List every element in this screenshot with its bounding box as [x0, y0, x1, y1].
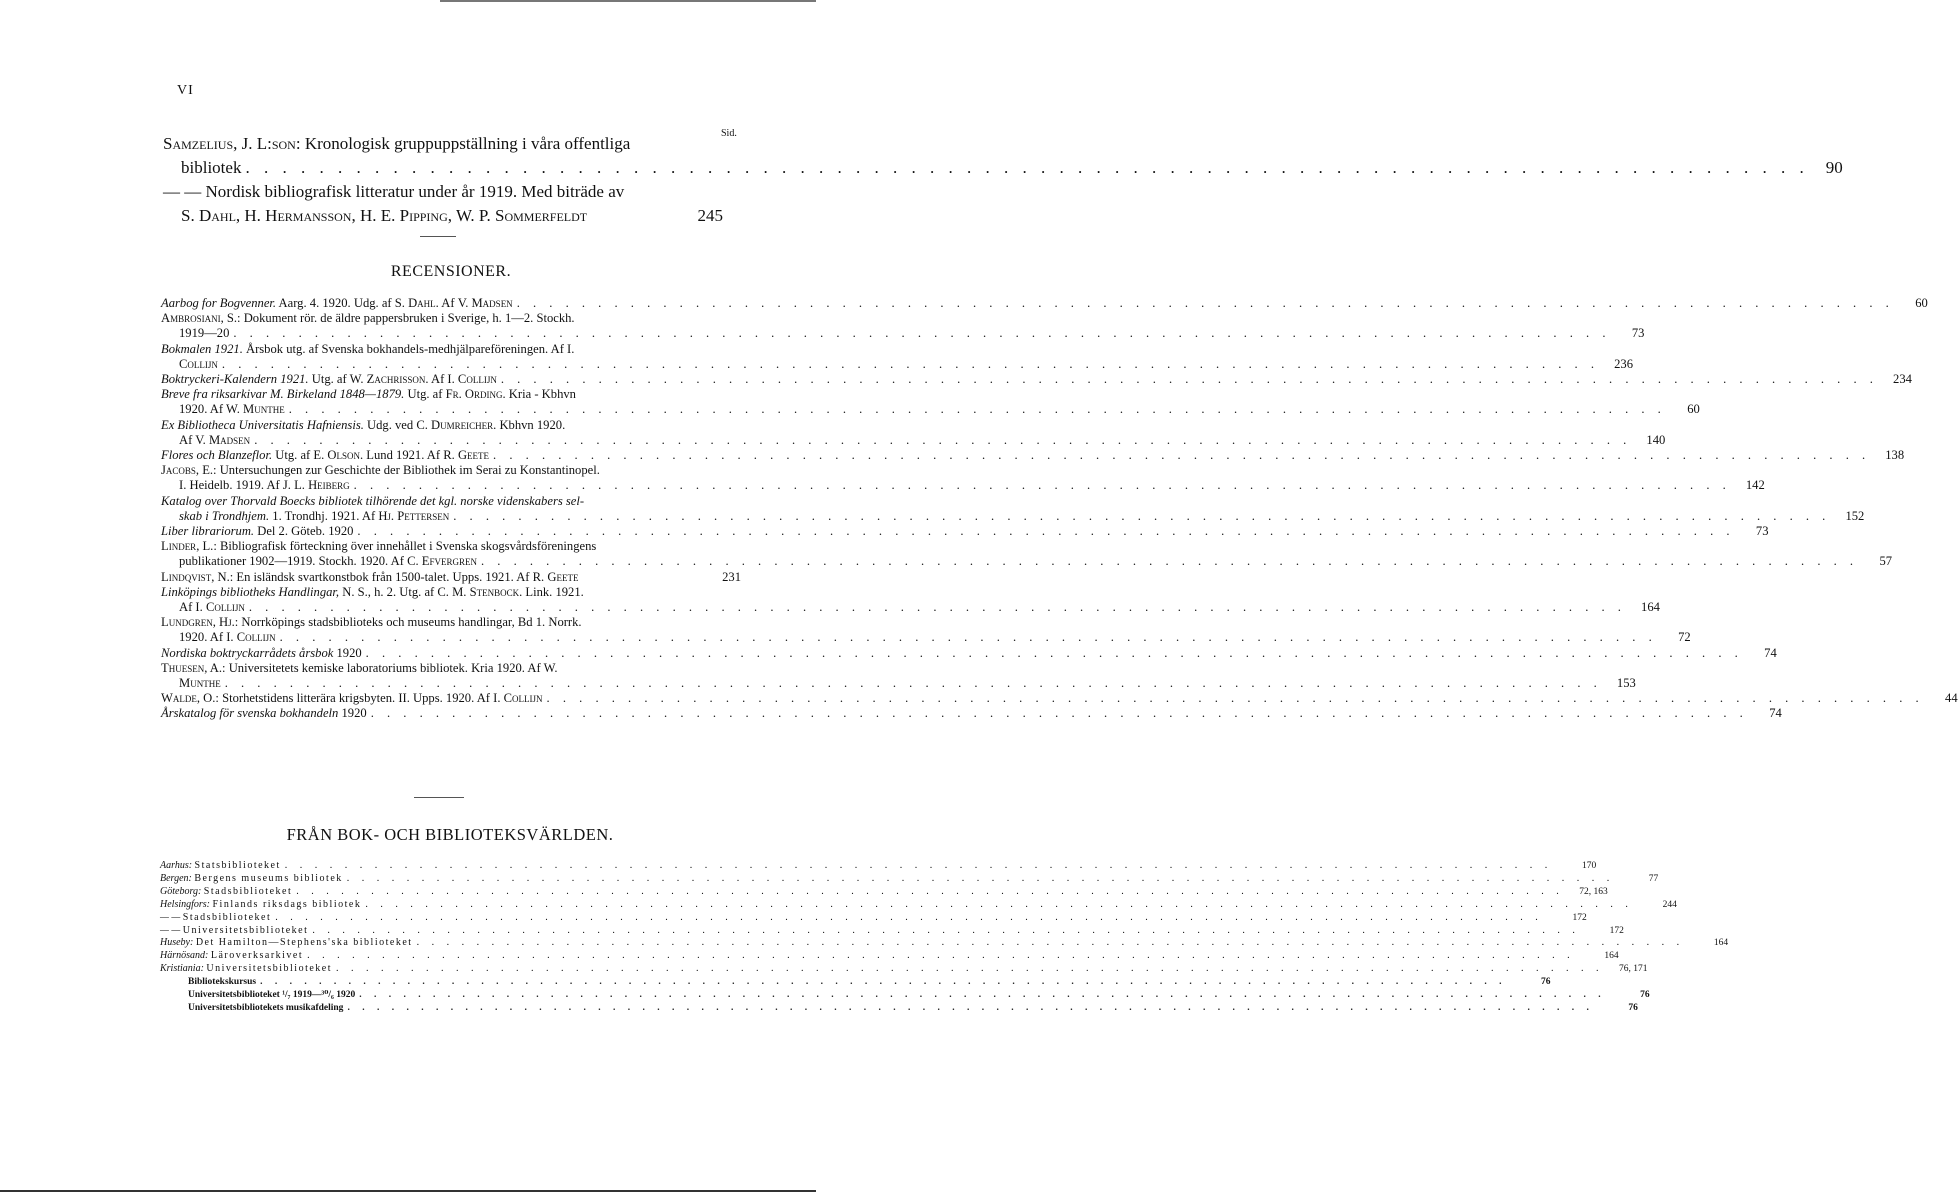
entry-text: [161, 691, 543, 706]
author-name: Munthe: [243, 402, 285, 417]
text: 1919—20: [179, 326, 230, 341]
entry-text: [161, 296, 513, 311]
dot-leader: . . . . . . . . . . . . . . . . . . . . . . . . . . . . . . . . . . . . . . . . . . . . . . . . . . . . . . . . . . . . . . . . . . . . . . . . . . . . . . . . . . . . .: [453, 508, 1831, 523]
text: — — Nordisk bibliografisk litteratur under år 1919. Med biträde av: [163, 182, 625, 201]
top-border-line: [440, 0, 816, 2]
dot-leader: . . . . . . . . . . . . . . . . . . . . . . . . . . . . . . . . . . . . . . . . . . . . . . . . . . . . . . . . . . . . . . . . . . . . . . . . . . . . . . . . . . . . .: [359, 990, 1606, 1001]
author-name: Stenbock.: [469, 584, 523, 599]
library-name: Stadsbiblioteket: [182, 911, 272, 923]
fran-item: [160, 950, 1619, 963]
entry-line: [161, 630, 1691, 645]
text: Af I.: [428, 372, 458, 387]
author-name: Collijn: [205, 600, 245, 615]
entry-line: [161, 448, 1905, 463]
author-name: S. Dahl.: [394, 296, 439, 310]
entry-line: [161, 478, 1765, 493]
entry-line: [163, 132, 723, 156]
entry-line: [161, 645, 1777, 661]
fran-text: [160, 950, 303, 963]
dot-leader: . . . . . . . . . . . . . . . . . . . . . . . . . . . . . . . . . . . . . . . . . . . . . . . . . . . . . . . . . . . . . . . . . . . . . . . . . . . . . . . . . . . . .: [248, 600, 1626, 615]
page-ref: 245: [697, 206, 723, 225]
text: publikationer 1902—1919. Stockh. 1920. Af C.: [179, 554, 422, 569]
title-text: Boktryckeri-Kalendern 1921.: [161, 372, 309, 387]
entry: [161, 463, 1765, 493]
author-name: Collijn: [503, 691, 543, 706]
entry-text: [163, 180, 624, 204]
text: 1920: [333, 645, 362, 660]
author-name: V. Madsen: [457, 296, 513, 310]
text: Utg. af E.: [272, 448, 328, 463]
entry: [161, 387, 1700, 417]
page-ref: 172: [1572, 912, 1587, 923]
dot-leader: . . . . . . . . . . . . . . . . . . . . . . . . . . . . . . . . . . . . . . . . . . . . . . . . . . . . . . . . . . . . . . . . . . . . . . . . . . . . . . . . . . . . .: [296, 885, 1564, 897]
dot-leader: . . . . . . . . . . . . . . . . . . . . . . . . . . . . . . . . . . . . . . . . . . . . . . . . . . . . . . . . . . . . . . . . . . . . . . . . . . . . . . . . . . . . .: [284, 860, 1553, 871]
dot-leader: . . . . . . . . . . . . . . . . . . . . . . . . . . . . . . . . . . . . . . . . . . . . . . . . . . . . . . . . . . . . . . . . . . . . . . . . . . . . . . . . . . . . .: [275, 911, 1543, 923]
entry-line: [161, 372, 1912, 387]
page-ref: 140: [1646, 432, 1666, 447]
separator-rule-2: [414, 797, 464, 798]
dot-leader: . . . . . . . . . . . . . . . . . . . . . . . . . . . . . . . . . . . . . . . . . . . . . . . . . . . . . . . . . . . . . . . . . . . . . . . . . . . . . . . . . . . . .: [416, 937, 1685, 949]
entry-text: [161, 646, 362, 661]
library-name: Universitetsbiblioteket: [182, 924, 309, 936]
author-name: Hj. Pettersen: [378, 508, 450, 523]
title-text: Ex Bibliotheca Universitatis Hafniensis.: [161, 417, 364, 432]
text: N. S., h. 2. Utg. af C. M.: [339, 584, 470, 599]
entry-line: [161, 539, 741, 554]
fran-text: [160, 925, 308, 938]
fran-text: [160, 899, 361, 912]
entry-text: [161, 372, 497, 387]
text: Aarg. 4. 1920. Udg. af: [276, 296, 395, 310]
entry-text: [181, 204, 587, 228]
dot-leader: . . . . . . . . . . . . . . . . . . . . . . . . . . . . . . . . . . . . . . . . . . . . . . . . . . . . . . . . . . . . . . . . . . . . . . . . . . . . . . . . . . . . .: [365, 645, 1743, 660]
page-ref: 236: [1614, 356, 1633, 371]
entry-text: [179, 433, 250, 448]
entry-line: [161, 432, 1666, 448]
text: Storhetstidens litterära krigsbyten. II. Upps. 1920. Af I.: [218, 691, 504, 706]
page-ref: 164: [1641, 600, 1660, 615]
author-name: Geete: [457, 448, 490, 463]
page-number: VI: [177, 83, 194, 98]
entry-line: [161, 585, 741, 600]
entry-line: [161, 342, 741, 357]
text: Dokument rör. de äldre pappersbruken i Sverige, h. 1—2. Stockh.: [240, 311, 575, 326]
author-name: Olson.: [327, 448, 364, 463]
column-label: Sid.: [721, 128, 737, 139]
author-name: Jacobs, E.:: [161, 463, 217, 478]
entry: [161, 296, 1928, 311]
text: Universitetets kemiske laboratoriums bibliotek. Kria 1920. Af W.: [225, 660, 558, 675]
fran-item: [160, 924, 1624, 938]
entry: [161, 311, 1645, 341]
dot-leader: . . . . . . . . . . . . . . . . . . . . . . . . . . . . . . . . . . . . . . . . . . . . . . . . . . . . . . . . . . . . . . . . . . . . . . . . . . . . . . . . . . . . .: [546, 691, 1924, 706]
entry-line: [161, 691, 1958, 706]
text: Af I.: [179, 600, 206, 615]
text: Udg. ved C.: [363, 417, 432, 432]
page-ref: 231: [722, 569, 741, 584]
library-name: Bergens museums bibliotek: [194, 872, 343, 884]
page-ref: 57: [1879, 554, 1893, 569]
page-ref: 76: [1541, 977, 1551, 988]
text: bibliotek: [181, 158, 242, 177]
entry: [161, 341, 1633, 372]
library-name: Det Hamilton—Stephens'ska biblioteket: [195, 937, 413, 949]
fran-text: [160, 860, 281, 873]
title-text: Aarbog for Bogvenner.: [161, 296, 277, 310]
page-ref: 153: [1616, 676, 1636, 691]
page-ref: 152: [1845, 508, 1865, 523]
text: Af: [438, 296, 458, 310]
text: Link. 1921.: [522, 584, 584, 599]
author-name: Samzelius, J. L:son:: [163, 134, 301, 153]
library-name: Universitetsbiblioteket ¹/₇ 1919—³⁰/₆ 1920: [188, 990, 356, 1001]
entry-line: [161, 524, 1769, 539]
dot-leader: . . . . . . . . . . . . . . . . . . . . . . . . . . . . . . . . . . . . . . . . . . . . . . . . . . . . . . . . . . . . . . . . . . . . . . . . . . . . . . . . . . . . .: [347, 1002, 1594, 1013]
page-ref: 72, 163: [1579, 886, 1608, 897]
dot-leader: . . . . . . . . . . . . . . . . . . . . . . . . . . . . . . . . . . . . . . . . . . . . . . . . . . . . . . . . . . . . . . . . . . . . . . . . . . . . . . . . . . . . .: [254, 432, 1632, 447]
text: Untersuchungen zur Geschichte der Bibliothek im Serai zu Konstantinopel.: [216, 463, 600, 478]
entry-text: [179, 676, 221, 691]
entry-line: [163, 180, 723, 204]
page-ref: 142: [1745, 478, 1765, 493]
place-name: Helsingfors:: [160, 898, 210, 910]
dot-leader: . . . . . . . . . . . . . . . . . . . . . . . . . . . . . . . . . . . . . . . . . . . . . . . . . . . . . . . . . . . . . . . . . . . . . . . . . . . . . . . . . . . . .: [480, 554, 1859, 569]
entry-text: [161, 524, 353, 539]
entry-line: [161, 402, 1700, 417]
text: Af V.: [179, 432, 209, 447]
entry-text: [179, 357, 218, 372]
page-ref: 172: [1609, 925, 1624, 936]
dot-leader: . . . . . . . . . . . . . . . . . . . . . . . . . . . . . . . . . . . . . . . . . . . . . . . . . . . . . . . . . . . . . . . . . . . . . . . . . . . . . . . . . . . . .: [312, 924, 1580, 936]
entry: [161, 493, 1865, 524]
entry-line: [161, 463, 741, 478]
entry-text: [161, 494, 584, 509]
fran-text: [188, 976, 256, 989]
fran-text: [160, 912, 271, 925]
entry-text: [161, 418, 565, 433]
entry: [161, 706, 1782, 721]
entry-text: [161, 570, 578, 585]
author-name: Thuesen, A.:: [161, 660, 226, 675]
library-name: Universitetsbiblioteket: [206, 963, 332, 975]
dot-leader: . . . . . . . . . . . . . . . . . . . . . . . . . . . . . . . . . . . . . . . . . . . . . . . . . . . . . . . . . . . . . . . . . . . . . . . . . . . . . . . . . . . . .: [279, 630, 1657, 645]
entry: [161, 448, 1905, 463]
author-name: Collijn: [457, 372, 497, 387]
page-ref: 244: [1662, 899, 1677, 910]
place-name: Huseby:: [160, 937, 194, 949]
library-name: Bibliotekskursus: [188, 977, 257, 988]
library-name: Stadsbiblioteket: [203, 885, 293, 897]
place-name: Bergen:: [160, 872, 192, 884]
entry: [161, 645, 1777, 661]
entry-text: [163, 132, 630, 156]
entry: [161, 539, 1893, 569]
author-name: Linder, L.:: [161, 539, 217, 554]
entry-text: [179, 554, 477, 569]
fran-item: [160, 911, 1587, 925]
dot-leader: . . . . . . . . . . . . . . . . . . . . . . . . . . . . . . . . . . . . . . . . . . . . . . . . . . . . . . . . . . . . . . . . . . . . . . . . . . . . . . . . . . . . .: [353, 478, 1731, 493]
entry-text: [161, 448, 489, 463]
page-ref: 164: [1604, 951, 1619, 962]
entry-line: [161, 418, 741, 433]
author-name: Collijn: [236, 630, 276, 645]
title-text: Breve fra riksarkivar M. Birkeland 1848—1879.: [161, 387, 405, 402]
entry-text: [179, 630, 276, 645]
entry-line: [161, 600, 1660, 615]
entry: [161, 615, 1691, 645]
author-name: Heiberg: [308, 478, 350, 493]
dot-leader: . . . . . . . . . . . . . . . . . . . . . . . . . . . . . . . . . . . . . . . . . . . . . . . . . . . . . . . . . . . . . . . . . . . . . . . . . . . . . . . . . . . . .: [500, 372, 1878, 387]
title-text: Bokmalen 1921.: [161, 341, 243, 356]
place-name: — —: [160, 911, 181, 923]
entry-line: [161, 676, 1636, 691]
page-ref: 73: [1755, 524, 1769, 539]
page-ref: 76: [1640, 990, 1650, 1001]
entry-text: [179, 600, 245, 615]
entry-line: [161, 311, 741, 326]
dot-leader: . . . . . . . . . . . . . . . . . . . . . . . . . . . . . . . . . . . . . . . . . . . . . . . . . . . . . . . . . . . . . . . . . . . . . . . . . . . . . . . . . . . . .: [260, 977, 1507, 988]
title-text: Flores och Blanzeflor.: [161, 448, 273, 463]
text: Kbhvn 1920.: [496, 417, 566, 432]
entry: [161, 570, 741, 585]
text: I. Heidelb. 1919. Af J. L.: [179, 478, 309, 493]
text: Bibliografisk förteckning över innehållet i Svenska skogsvårdsföreningens: [216, 539, 597, 554]
author-name: Collijn: [179, 356, 218, 371]
dot-leader: . . . . . . . . . . . . . . . . . . . . . . . . . . . . . . . . . . . . . . . . . . . . . . . . . . . . . . . . . . . . . . . . . . . . . . . . . . . . . . . . . . . . .: [221, 356, 1599, 371]
text: Lund 1921. Af R.: [363, 448, 458, 463]
fran-item: [160, 898, 1677, 912]
dot-leader: . . . . . . . . . . . . . . . . . . . . . . . . . . . . . . . . . . . . . . . . . . . . . . . . . . . . . . . . . . . . . . . . . . . . . . . . . . . . . . . . . . . . .: [307, 950, 1575, 962]
dot-leader: . . . . . . . . . . . . . . . . . . . . . . . . . . . . . . . . . . . . . . . . . . . . . . . . . . . . . . . . . . . . . . . . . . . . . . . . . . . . . . . . . . . . .: [370, 706, 1748, 721]
fran-item: [160, 885, 1608, 899]
entry-text: [179, 509, 449, 524]
entry-line: [161, 615, 741, 630]
fran-item: [160, 937, 1729, 950]
page-ref: 44: [1945, 691, 1958, 706]
library-name: Läroverksarkivet: [210, 950, 304, 962]
entry-line: [161, 387, 741, 402]
page-ref: 77: [1648, 873, 1659, 884]
page-ref: 60: [1915, 296, 1928, 310]
page-ref: 90: [1825, 158, 1843, 177]
text: 1920: [338, 706, 367, 721]
author-name: Efvergren: [421, 554, 477, 569]
entry-text: [179, 478, 350, 493]
entry: [161, 691, 1958, 706]
author-name: Madsen: [208, 432, 251, 447]
dot-leader: . . . . . . . . . . . . . . . . . . . . . . . . . . . . . . . . . . . . . . . . . . . . . . . . . . . . . . . . . . . . . . . . . . . . . . . . . . . . . . . . . . . . .: [224, 676, 1602, 691]
entry-line: [161, 326, 1645, 341]
entry-line: [161, 706, 1782, 721]
page-ref: 234: [1893, 372, 1912, 387]
text: Norrköpings stadsbiblioteks och museums handlingar, Bd 1. Norrk.: [238, 615, 582, 630]
dot-leader: . . . . . . . . . . . . . . . . . . . . . . . . . . . . . . . . . . . . . . . . . . . . . . . . . . . . . . . . . . . . . . . . . . . . . . . . . . . . . . . . . . . . .: [516, 296, 1894, 310]
fran-title: FRÅN BOK- OCH BIBLIOTEKSVÄRLDEN.: [286, 825, 614, 844]
bottom-border-line: [0, 1190, 816, 1192]
entry-text: [179, 326, 229, 341]
entry-text: [161, 342, 574, 357]
entry-text: [161, 706, 367, 721]
author-name: Lindqvist, N.:: [161, 569, 234, 584]
author-name: S. Dahl, H. Hermansson, H. E. Pipping, W. P. Sommerfeldt: [181, 206, 588, 225]
title-text: Årskatalog för svenska bokhandeln: [161, 706, 339, 721]
entry-line: [161, 570, 741, 585]
page-ref: 73: [1631, 326, 1645, 341]
page-ref: 170: [1582, 861, 1597, 871]
title-text: Katalog over Thorvald Boecks bibliotek tilhörende det kgl. norske videnskabers sel-: [161, 493, 585, 508]
text: Årsbok utg. af Svenska bokhandels-medhjälpareföreningen. Af I.: [242, 341, 575, 356]
page-ref: 164: [1713, 938, 1729, 949]
text: Kria - Kbhvn: [505, 387, 576, 402]
title-text: Linköpings bibliotheks Handlingar,: [161, 584, 340, 599]
entry-line: [161, 494, 741, 509]
title-text: Liber librariorum.: [161, 524, 255, 539]
recensioner-title: RECENSIONER.: [390, 263, 512, 280]
library-name: Universitetsbibliotekets musikafdeling: [188, 1002, 344, 1013]
dot-leader: . . . . . . . . . . . . . . . . . . . . . . . . . . . . . . . . . . . . . . . . . . . . . . . . . . . . . . . . . . . . . . . . . . . . . . . . . . . . . . . . . . . . .: [288, 402, 1666, 417]
fran-item: [160, 860, 1597, 873]
page-ref: 138: [1885, 448, 1905, 463]
fran-text: [188, 989, 355, 1002]
dot-leader: . . . . . . . . . . . . . . . . . . . . . . . . . . . . . . . . . . . . . . . . . . . . . . . . . . . . . . . . . . . . . . . . . . . . . . . . . . . . . . . . . . . . .: [357, 524, 1735, 539]
entry-text: [161, 585, 584, 600]
page-ref: 74: [1764, 645, 1777, 660]
place-name: Aarhus:: [160, 860, 193, 871]
library-name: Finlands riksdags bibliotek: [212, 898, 362, 910]
fran-item: [160, 963, 1648, 976]
dot-leader: . . . . . . . . . . . . . . . . . . . . . . . . . . . . . . . . . . . . . . . . . . . . . . . . . . . . . . . . . . . . . . . . . . . . . . . . . . . . . . . . . . . . .: [233, 326, 1611, 341]
text: 1. Trondhj. 1921. Af: [269, 508, 379, 523]
entry-line: [161, 508, 1865, 524]
fran-list: [160, 860, 1729, 1015]
place-name: — —: [160, 924, 181, 936]
place-name: Kristiania:: [160, 963, 204, 975]
page-ref: 74: [1769, 706, 1782, 721]
entry-text: [161, 539, 596, 554]
fran-text: [160, 873, 343, 886]
entry-line: [161, 296, 1928, 311]
entry-text: [161, 615, 582, 630]
author-name: Zachrisson.: [366, 372, 429, 387]
dot-leader: . . . . . . . . . . . . . . . . . . . . . . . . . . . . . . . . . . . . . . . . . . . . . . . . . . . . . . . . . . . . . . . . . . . . . . . . . . . . . . . . . . . . .: [365, 898, 1633, 910]
entry-text: [161, 311, 575, 326]
entry: [161, 372, 1912, 387]
dot-leader: . . . . . . . . . . . . . . . . . . . . . . . . . . . . . . . . . . . . . . . . . . . . . . . . . . . . . . . . . . . . . . . . . . . . . . . . . . . . . . . . . . . . .: [336, 963, 1604, 975]
title-text: Nordiska boktryckarrådets årsbok: [161, 645, 334, 660]
entry-text: [179, 402, 285, 417]
text: Utg. af W.: [308, 372, 367, 387]
entry-text: [161, 463, 600, 478]
entry-line: [161, 554, 1893, 569]
dot-leader: . . . . . . . . . . . . . . . . . . . . . . . . . . . . . . . . . . . . . . . . . . . . . . . . . . . . . . . . . . . . . . . . . . . . . . . . . . . . . . . . . . . . .: [245, 158, 1809, 177]
entry-line: [161, 356, 1633, 372]
title-text: skab i Trondhjem.: [179, 508, 270, 523]
place-name: Härnösand:: [160, 950, 209, 962]
author-name: Lundgren, Hj.:: [161, 615, 239, 630]
text: Kronologisk gruppuppställning i våra offentliga: [300, 134, 631, 153]
page-ref: 72: [1678, 630, 1691, 645]
fran-item: [160, 1002, 1638, 1015]
fran-item: [160, 872, 1659, 886]
author-name: Ambrosiani, S.:: [161, 311, 241, 326]
author-name: Dumreicher.: [431, 417, 497, 432]
entry: [161, 660, 1636, 691]
author-name: Fr. Ording.: [445, 387, 506, 402]
dot-leader: . . . . . . . . . . . . . . . . . . . . . . . . . . . . . . . . . . . . . . . . . . . . . . . . . . . . . . . . . . . . . . . . . . . . . . . . . . . . . . . . . . . . .: [346, 872, 1615, 884]
library-name: Statsbiblioteket: [194, 860, 281, 871]
text: 1920. Af W.: [179, 402, 244, 417]
dot-leader: . . . . . . . . . . . . . . . . . . . . . . . . . . . . . . . . . . . . . . . . . . . . . . . . . . . . . . . . . . . . . . . . . . . . . . . . . . . . . . . . . . . . .: [493, 448, 1871, 463]
page-ref: 60: [1687, 402, 1700, 417]
separator-rule-1: [420, 236, 456, 237]
fran-text: [188, 1002, 343, 1015]
recensioner-list: [161, 296, 1958, 722]
author-name: Munthe: [179, 676, 221, 691]
fran-text: [160, 937, 413, 950]
fran-text: [160, 886, 292, 899]
entry: [163, 180, 723, 228]
fran-item: [160, 976, 1551, 989]
entry-text: [161, 387, 576, 402]
text: 1920. Af I.: [179, 630, 237, 645]
text: En isländsk svartkonstbok från 1500-talet. Upps. 1921. Af R.: [233, 569, 548, 584]
text: Del 2. Göteb. 1920: [254, 524, 354, 539]
entry-text: [161, 661, 557, 676]
entry: [161, 417, 1666, 448]
entry-line: [163, 156, 1843, 180]
author-name: Geete: [547, 569, 579, 584]
entry-line: [163, 204, 723, 228]
entry-text: [181, 156, 241, 180]
fran-item: [160, 989, 1650, 1002]
page-ref: 76, 171: [1619, 964, 1648, 975]
text: Utg. af: [404, 387, 446, 402]
fran-text: [160, 963, 332, 976]
place-name: Göteborg:: [160, 885, 202, 897]
page-ref: 76: [1628, 1002, 1638, 1013]
entry: [161, 524, 1769, 539]
author-name: Walde, O.:: [161, 691, 219, 706]
entry: [161, 584, 1660, 615]
entry-line: [161, 661, 741, 676]
